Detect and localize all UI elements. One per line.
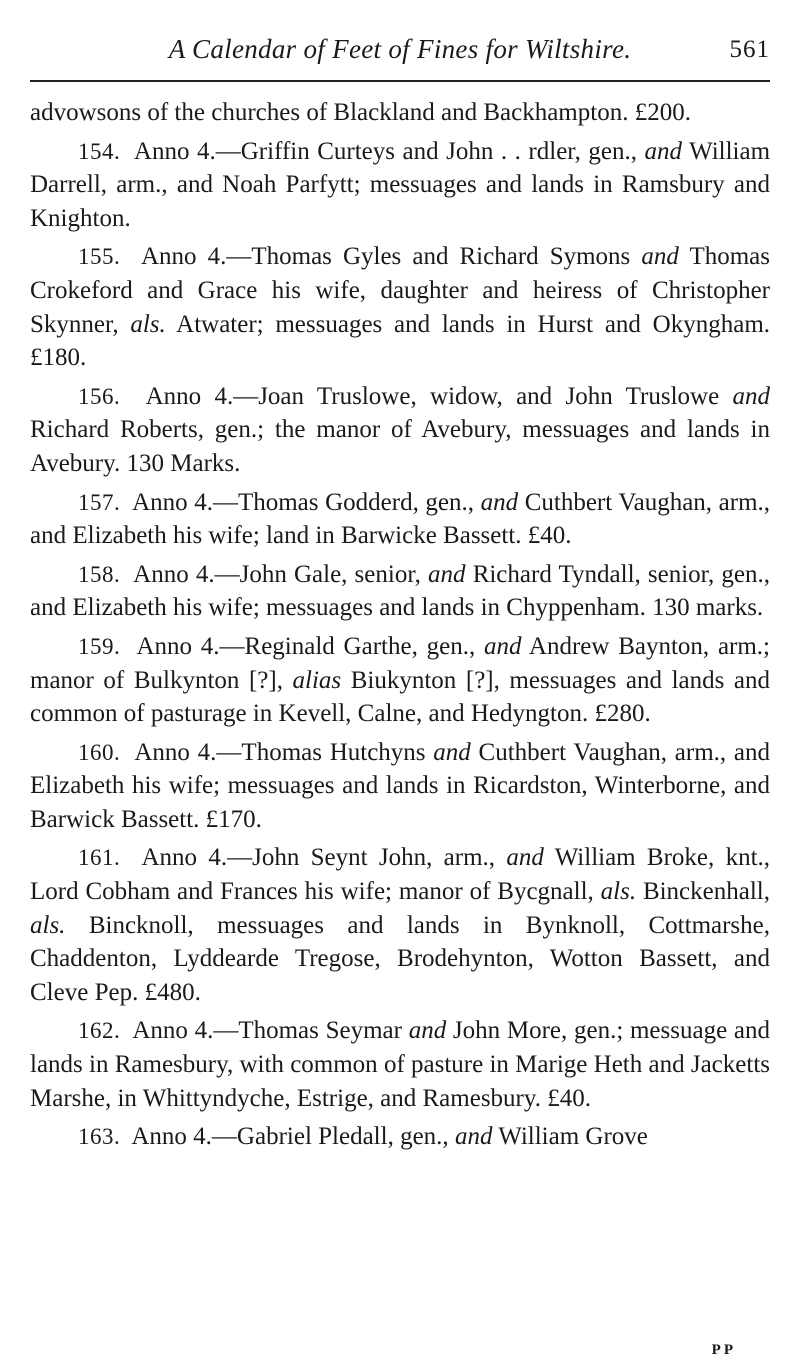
running-title: A Calendar of Feet of Fines for Wiltshire. xyxy=(168,34,632,64)
entry-text: Atwater; messuages and lands in Hurst and Okyngham. £180. xyxy=(30,310,771,372)
entry-text: Cuthbert Vaughan, arm., and Elizabeth his wife; messuages and lands in Ricardston, Winterborne, and Barwick Bassett. £170. xyxy=(30,738,771,833)
italic-and: and xyxy=(454,1123,493,1151)
entry-text: Anno 4.—Gabriel Pledall, gen., xyxy=(131,1123,449,1151)
page-number: 561 xyxy=(729,36,770,63)
entry-number: 159. xyxy=(78,633,121,659)
entry-text: Anno 4.—Thomas Gyles and Richard Symons xyxy=(141,243,631,271)
italic-and: and xyxy=(480,488,519,516)
entry-text: Anno 4.—John Gale, senior, xyxy=(133,560,421,588)
entry-number: 156. xyxy=(78,383,121,409)
entry-162 xyxy=(30,1014,770,1115)
signature-mark: PP xyxy=(711,1342,736,1358)
entry-number: 157. xyxy=(78,489,121,515)
italic-als: als. xyxy=(30,911,66,939)
italic-als: als. xyxy=(130,310,166,338)
italic-and: and xyxy=(483,632,522,660)
page-body xyxy=(30,96,770,1159)
entry-text: William Grove xyxy=(498,1123,648,1151)
entry-text: Richard Roberts, gen.; the manor of Avebury, messuages and lands in Avebury. 130 Marks. xyxy=(30,416,770,477)
entry-text: Anno 4.—John Seynt John, arm., xyxy=(141,844,496,872)
entry-157 xyxy=(30,486,770,553)
entry-text: Bincknoll, messuages and lands in Bynknoll, Cottmarshe, Chaddenton, Lyddearde Tregose, Brodehynton, Wotton Bassett, and Cleve Pep. £480. xyxy=(30,911,771,1006)
italic-alias: alias xyxy=(292,666,342,694)
entry-number: 160. xyxy=(78,739,121,765)
italic-and: and xyxy=(644,137,683,165)
entry-text: John More, gen.; messuage and lands in Ramesbury, with common of pasture in Marige Heth and Jacketts Marshe, in Whittyndyche, Estrige, and Ramesbury. £40. xyxy=(30,1017,770,1112)
entry-159 xyxy=(30,630,770,731)
entry-text: Anno 4.—Thomas Hutchyns xyxy=(134,738,426,766)
entry-text: William Darrell, arm., and Noah Parfytt; messuages and lands in Ramsbury and Knighton. xyxy=(30,137,771,232)
entry-156 xyxy=(30,380,770,481)
entry-text: Richard Tyndall, senior, gen., and Elizabeth his wife; messuages and lands in Chyppenham. 130 marks. xyxy=(30,560,770,622)
entry-text: Anno 4.—Griffin Curteys and John . . rdler, gen., xyxy=(133,137,637,165)
italic-and: and xyxy=(408,1017,447,1045)
entry-163 xyxy=(30,1120,770,1154)
entry-154 xyxy=(30,135,770,236)
entry-text: Binckenhall, xyxy=(642,878,770,906)
italic-and: and xyxy=(641,243,679,271)
entry-text: Anno 4.—Thomas Godderd, gen., xyxy=(132,488,475,516)
running-head xyxy=(30,30,770,74)
italic-and: and xyxy=(428,560,466,588)
entry-text: Anno 4.—Joan Truslowe, widow, and John Truslowe xyxy=(145,382,720,410)
italic-and: and xyxy=(506,844,544,872)
entry-text: Thomas Crokeford and Grace his wife, daughter and heiress of Christopher Skynner, xyxy=(30,243,770,338)
entry-number: 163. xyxy=(78,1124,121,1150)
entry-text: Anno 4.—Thomas Seymar xyxy=(132,1017,402,1045)
entry-160 xyxy=(30,736,770,837)
entry-161 xyxy=(30,841,770,1009)
entry-text: William Broke, knt., Lord Cobham and Frances his wife; manor of Bycgnall, xyxy=(30,844,771,906)
entry-text: Biukynton [?], messuages and lands and common of pasturage in Kevell, Calne, and Hedyngton. £280. xyxy=(30,666,771,728)
entry-text: Cuthbert Vaughan, arm., and Elizabeth his wife; land in Barwicke Bassett. £40. xyxy=(30,488,771,550)
italic-als: als. xyxy=(600,878,637,906)
entry-number: 155. xyxy=(78,244,121,270)
italic-and: and xyxy=(433,738,471,766)
header-rule xyxy=(30,80,770,82)
entry-number: 162. xyxy=(78,1018,121,1044)
entry-158 xyxy=(30,558,770,625)
entry-number: 158. xyxy=(78,561,121,587)
entry-text: Andrew Baynton, arm.; manor of Bulkynton [?], xyxy=(30,632,771,694)
entry-number: 161. xyxy=(78,845,121,871)
entry-155 xyxy=(30,240,770,374)
continuation-paragraph: advowsons of the churches of Blackland and Backhampton. £200. xyxy=(30,99,691,126)
entry-number: 154. xyxy=(78,138,121,164)
entry-text: Anno 4.—Reginald Garthe, gen., xyxy=(136,632,476,660)
italic-and: and xyxy=(732,382,771,410)
